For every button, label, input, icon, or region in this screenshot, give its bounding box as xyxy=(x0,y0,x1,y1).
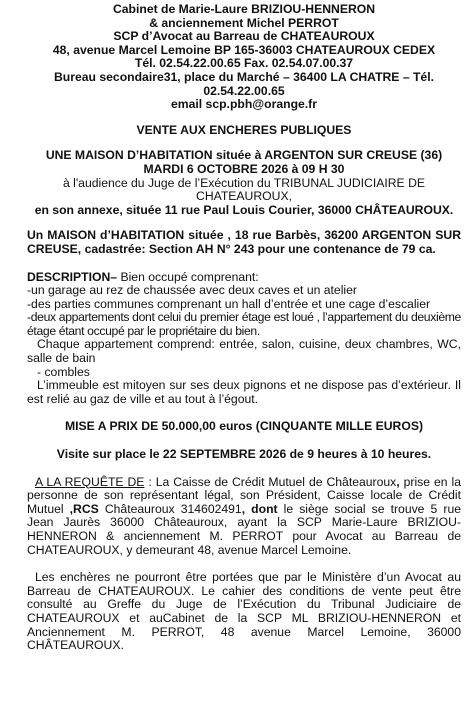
sale-subtitle: UNE MAISON D’HABITATION située à ARGENTON SUR CREUSE (36) xyxy=(45,148,443,163)
sale-annex: en son annexe, située 11 rue Paul Louis Courier, 36000 CHÂTEAUROUX. xyxy=(34,202,454,217)
description-section xyxy=(27,271,461,407)
description-item: -un garage au rez de chaussée avec deux caves et un atelier xyxy=(27,283,357,298)
sale-title: VENTE AUX ENCHERES PUBLIQUES xyxy=(136,122,352,137)
sale-block xyxy=(27,149,461,217)
request-paragraph: A LA REQUÊTE DE : La Caisse de Crédit Mutuel de Châteauroux, prise en la personne de son représentant légal, son Président, Caisse locale de Crédit Mutuel ,RCS Châteauroux 314602491, dont le siège social se trouve 5 rue Jean Jaurès 36000 Châteauroux, ayant la SCP Marie-Laure BRIZIOU-HENNERON & anciennement M. PERROT pour Avocat au Barreau de CHATEAUROUX, y demeurant 48, avenue Marcel Lemoine. xyxy=(27,474,462,557)
header-line: & anciennement Michel PERROT xyxy=(149,15,339,30)
sale-audience: à l'audience du Juge de l’Exécution du TRIBUNAL JUDICIAIRE DE xyxy=(62,175,426,190)
header-line: Tél. 02.54.22.00.65 Fax. 02.54.07.00.37 xyxy=(134,56,354,71)
description-item: -deux appartements dont celui du premier étage est loué , l’appartement du deuxième étage étant occupé par le propriétaire du bien. xyxy=(27,310,461,338)
header-line: email scp.pbh@orange.fr xyxy=(171,97,317,112)
header-line: SCP d’Avocat au Barreau de CHATEAUROUX xyxy=(113,29,375,44)
description-intro: Bien occupé comprenant: xyxy=(117,269,259,284)
description-each-apartment: Chaque appartement comprend: entrée, salon, cuisine, deux chambres, WC, salle de bain xyxy=(27,337,461,366)
lawyer-header xyxy=(27,3,461,112)
starting-price: MISE A PRIX DE 50.000,00 euros (CINQUANTE MILLE EUROS) xyxy=(64,419,424,434)
description-combles: - combles xyxy=(37,364,90,379)
closing-paragraph: Les enchères ne pourront être portées que par le Ministère d’un Avocat au Barreau de CHATEAUROUX. Le cahier des conditions de vente peut être consulté au Greffe du Juge de l’Exécution du Tribunal Judiciaire de CHATEAUROUX et auCabinet de la SCP ML BRIZIOU-HENNERON et Anciennement M. PERROT, 48 avenue Marcel Lemoine, 36000 CHÂTEAUROUX. xyxy=(27,570,461,653)
header-line: Bureau secondaire31, place du Marché – 36400 LA CHATRE – Tél. xyxy=(54,69,434,84)
header-line: Cabinet de Marie-Laure BRIZIOU-HENNERON xyxy=(112,2,376,16)
description-building: L’immeuble est mitoyen sur ses deux pignons et ne dispose pas d’extérieur. Il est relié au gaz de ville et au tout à l’égout. xyxy=(27,378,461,406)
property-summary: Un MAISON d’HABITATION située , 18 rue Barbès, 36200 ARGENTON SUR CREUSE, cadastrée: Section AH N° 243 pour une contenance de 79 ca. xyxy=(27,228,461,256)
header-line: 48, avenue Marcel Lemoine BP 165-36003 CHATEAUROUX CEDEX xyxy=(52,42,436,57)
request-label: A LA REQUÊTE DE xyxy=(35,474,145,489)
sale-date: MARDI 6 OCTOBRE 2026 à 09 H 30 xyxy=(143,161,345,176)
description-label: DESCRIPTION– xyxy=(27,269,118,284)
header-line: 02.54.22.00.65 xyxy=(203,83,285,98)
visit-info: Visite sur place le 22 SEPTEMBRE 2026 de 9 heures à 10 heures. xyxy=(56,447,432,462)
sale-audience-city: CHATEAUROUX, xyxy=(196,189,292,204)
description-item: -des parties communes comprenant un hall d’entrée et une cage d’escalier xyxy=(27,296,431,311)
